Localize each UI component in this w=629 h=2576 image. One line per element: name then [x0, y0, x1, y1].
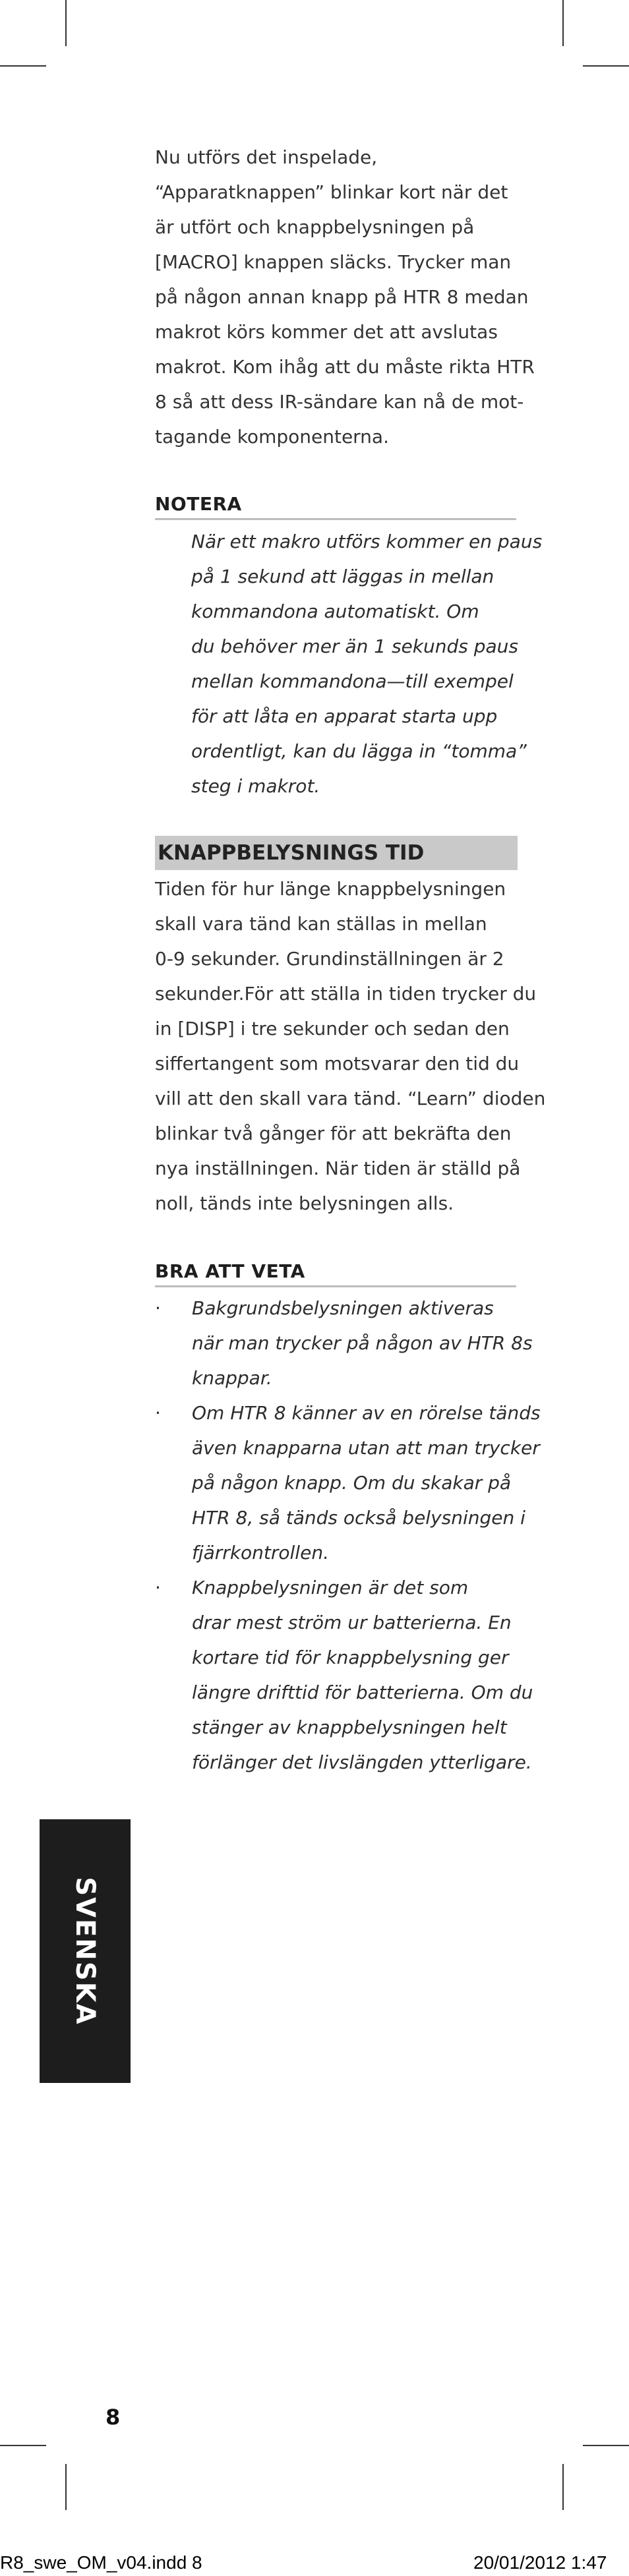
- notera-heading: NOTERA: [155, 493, 516, 520]
- intro-line: makrot. Kom ihåg att du måste rikta HTR: [155, 356, 535, 378]
- list-item-line: HTR 8, så tänds också belysningen i: [192, 1507, 525, 1529]
- list-item-line: förlänger det livslängden ytterligare.: [192, 1751, 532, 1773]
- list-item-line: stänger av knappbelysningen helt: [192, 1716, 507, 1738]
- list-item: [155, 1291, 533, 1395]
- list-item: [155, 1570, 533, 1780]
- notera-line: steg i makrot.: [191, 775, 320, 797]
- crop-mark-top-left-horizontal: [0, 65, 46, 67]
- list-item-line: kortare tid för knappbelysning ger: [192, 1647, 509, 1668]
- notera-line: på 1 sekund att läggas in mellan: [191, 566, 494, 587]
- language-side-tab: [40, 1819, 131, 2083]
- list-item-line: fjärrkontrollen.: [192, 1542, 329, 1564]
- knappbelysnings-tid-heading: KNAPPBELYSNINGS TID: [155, 836, 518, 870]
- print-slug-filename: R8_swe_OM_v04.indd 8: [0, 2552, 202, 2573]
- knapp-line: skall vara tänd kan ställas in mellan: [155, 913, 487, 935]
- intro-line: är utfört och knappbelysningen på: [155, 216, 475, 238]
- notera-text: [191, 524, 543, 804]
- notera-line: ordentligt, kan du lägga in “tomma”: [191, 740, 527, 762]
- list-item-line: även knapparna utan att man trycker: [192, 1437, 540, 1459]
- knapp-line: sekunder.För att ställa in tiden trycker du: [155, 983, 537, 1005]
- intro-line: Nu utförs det inspelade,: [155, 146, 378, 168]
- knapp-line: vill att den skall vara tänd. “Learn” dioden: [155, 1088, 546, 1109]
- knappbelysnings-tid-paragraph: [155, 871, 546, 1221]
- notera-line: kommandona automatiskt. Om: [191, 600, 479, 622]
- print-slug-timestamp: 20/01/2012 1:47: [473, 2552, 607, 2573]
- notera-line: du behöver mer än 1 sekunds paus: [191, 635, 518, 657]
- bullet-symbol: ·: [155, 1577, 161, 1598]
- bullet-symbol: ·: [155, 1297, 161, 1319]
- list-item-line: Om HTR 8 känner av en rörelse tänds: [192, 1402, 541, 1424]
- crop-mark-top-right-horizontal: [583, 65, 629, 67]
- crop-mark-bottom-right-vertical: [562, 2464, 564, 2510]
- list-item-line: Knappbelysningen är det som: [192, 1577, 469, 1598]
- notera-line: för att låta en apparat starta upp: [191, 705, 498, 727]
- list-item-line: Bakgrundsbelysningen aktiveras: [192, 1297, 494, 1319]
- knapp-line: blinkar två gånger för att bekräfta den: [155, 1123, 512, 1144]
- page-number: 8: [105, 2405, 121, 2430]
- intro-line: tagande komponenterna.: [155, 426, 389, 448]
- crop-mark-top-right-vertical: [562, 0, 564, 46]
- knapp-line: in [DISP] i tre sekunder och sedan den: [155, 1018, 510, 1039]
- notera-line: mellan kommandona—till exempel: [191, 670, 514, 692]
- knapp-line: nya inställningen. När tiden är ställd på: [155, 1157, 521, 1179]
- knapp-line: 0-9 sekunder. Grundinställningen är 2: [155, 948, 504, 970]
- intro-line: 8 så att dess IR-sändare kan nå de mot-: [155, 391, 524, 413]
- knapp-line: siffertangent som motsvarar den tid du: [155, 1053, 520, 1074]
- intro-line: på någon annan knapp på HTR 8 medan: [155, 286, 529, 308]
- list-item: [155, 1395, 541, 1570]
- intro-line: [MACRO] knappen släcks. Trycker man: [155, 251, 512, 273]
- list-item-line: på någon knapp. Om du skakar på: [192, 1472, 512, 1494]
- list-item-line: drar mest ström ur batterierna. En: [192, 1612, 512, 1633]
- list-item-line: när man trycker på någon av HTR 8s: [192, 1332, 533, 1354]
- intro-line: “Apparatknappen” blinkar kort när det: [155, 181, 508, 203]
- crop-mark-bottom-right-horizontal: [583, 2445, 629, 2446]
- knapp-line: noll, tänds inte belysningen alls.: [155, 1192, 454, 1214]
- list-item-line: längre drifttid för batterierna. Om du: [192, 1682, 533, 1703]
- crop-mark-top-left-vertical: [65, 0, 67, 46]
- crop-mark-bottom-left-horizontal: [0, 2445, 46, 2446]
- language-label: SVENSKA: [70, 1877, 100, 2026]
- crop-mark-bottom-left-vertical: [65, 2464, 67, 2510]
- intro-line: makrot körs kommer det att avslutas: [155, 321, 498, 343]
- knapp-line: Tiden för hur länge knappbelysningen: [155, 878, 506, 900]
- list-item-line: knappar.: [192, 1367, 272, 1389]
- bra-att-veta-heading: BRA ATT VETA: [155, 1260, 516, 1287]
- bullet-symbol: ·: [155, 1402, 161, 1424]
- bra-att-veta-list: [155, 1291, 541, 1780]
- notera-line: När ett makro utförs kommer en paus: [191, 531, 543, 552]
- intro-paragraph: [155, 140, 535, 454]
